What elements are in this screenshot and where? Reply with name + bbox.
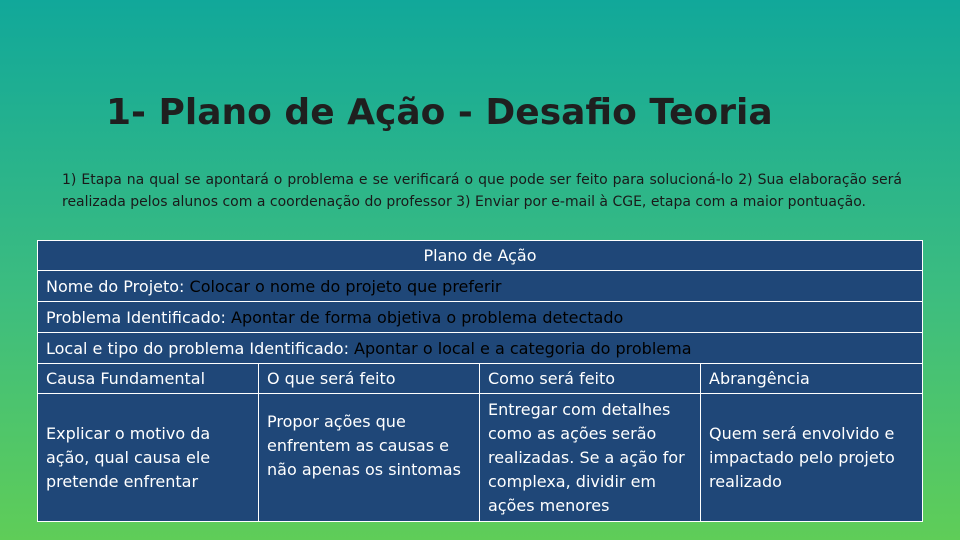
project-name-text: [46, 277, 501, 297]
cell-what-text: Propor ações que enfrentem as causas e não apenas os sintomas: [267, 412, 461, 479]
problem-label: Problema Identificado:: [46, 308, 226, 327]
column-header-scope: [700, 363, 923, 394]
problem-row: [37, 301, 923, 333]
cell-how-text: Entregar com detalhes como as ações serão realizadas. Se a ação for complexa, dividir em ações menores: [488, 400, 685, 515]
problem-text: [46, 308, 623, 328]
column-header-how-text: Como será feito: [488, 369, 616, 388]
cell-scope-text: Quem será envolvido e impactado pelo projeto realizado: [709, 424, 895, 491]
location-label: Local e tipo do problema Identificado:: [46, 339, 349, 358]
location-hint: Apontar o local e a categoria do problema: [348, 339, 692, 358]
cell-scope: [700, 393, 923, 522]
cell-how: [479, 393, 701, 522]
column-header-what-text: O que será feito: [267, 369, 396, 388]
cell-cause: [37, 393, 259, 522]
project-name-row: [37, 270, 923, 302]
cell-what: [258, 393, 480, 522]
column-header-how: [479, 363, 701, 394]
plan-header-title: Plano de Ação: [423, 246, 537, 265]
column-header-cause: [37, 363, 259, 394]
slide-title: 1- Plano de Ação - Desafio Teoria: [106, 92, 773, 133]
column-header-cause-text: Causa Fundamental: [46, 369, 206, 388]
action-plan-table: [37, 240, 923, 522]
problem-hint: Apontar de forma objetiva o problema detectado: [225, 308, 624, 327]
cell-cause-text: Explicar o motivo da ação, qual causa ele pretende enfrentar: [46, 424, 211, 491]
column-header-scope-text: Abrangência: [709, 369, 810, 388]
column-header-what: [258, 363, 480, 394]
project-name-label: Nome do Projeto:: [46, 277, 185, 296]
intro-paragraph: 1) Etapa na qual se apontará o problema e se verificará o que pode ser feito para solucioná-lo 2) Sua elaboração será realizada pelos alunos com a coordenação do professor 3) Enviar por e-mail à CGE, etapa com a maior pontuação.: [62, 172, 902, 210]
location-text: [46, 339, 692, 359]
plan-columns-grid: [37, 363, 923, 522]
location-row: [37, 332, 923, 364]
project-name-hint: Colocar o nome do projeto que preferir: [184, 277, 502, 296]
plan-header-row: [37, 240, 923, 271]
